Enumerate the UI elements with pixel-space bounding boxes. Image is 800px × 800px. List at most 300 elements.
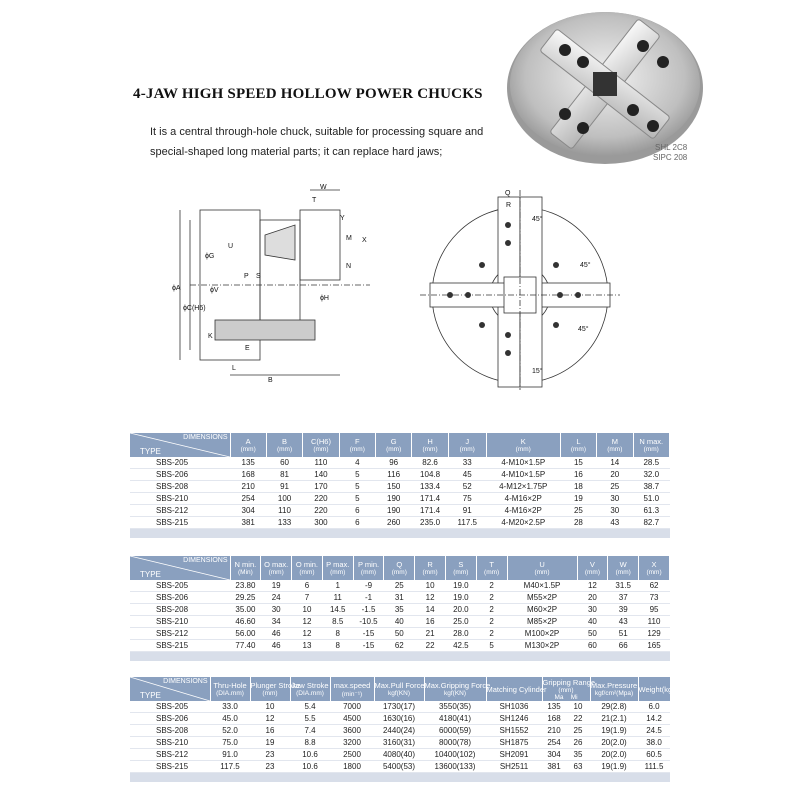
table-row	[130, 604, 670, 616]
label-m: M	[346, 235, 352, 242]
label-45-b: 45°	[580, 262, 591, 269]
table-cell: 34	[261, 616, 292, 628]
footer-cell	[384, 652, 415, 662]
model-cell: SBS-210	[130, 493, 230, 505]
column-header-unit: (mm)	[570, 446, 587, 453]
table-cell: 42.5	[445, 640, 476, 652]
column-header-label: J	[465, 437, 470, 446]
label-k: K	[208, 333, 213, 340]
column-header-unit: (mm)	[607, 446, 623, 453]
model-cell: SBS-205	[130, 457, 230, 469]
table-cell: 10.6	[290, 761, 330, 773]
column-header-label: Max.Pull Force	[374, 681, 425, 690]
column-header-label: U	[539, 560, 545, 569]
table-cell: 29(2.8)	[590, 701, 638, 713]
corner-type-label: TYPE	[140, 447, 161, 456]
table-cell: 135	[230, 457, 266, 469]
table-cell: 8.8	[290, 737, 330, 749]
column-header-label: N min.	[234, 560, 257, 569]
column-header-unit: (mm)	[391, 569, 407, 576]
table-cell: 32.0	[633, 469, 670, 481]
column-header-unit: (mm)	[360, 569, 377, 576]
column-header-unit: (DIA.mm)	[216, 690, 244, 697]
table-cell: 3600	[330, 725, 374, 737]
column-header-unit: (mm)	[453, 569, 469, 576]
front-view-drawing	[420, 185, 630, 390]
footer-cell	[445, 652, 476, 662]
label-r: R	[506, 202, 512, 209]
column-header	[303, 433, 339, 457]
table-cell: 33	[448, 457, 486, 469]
table-cell: 2	[476, 604, 507, 616]
table-cell: 60	[266, 457, 302, 469]
column-header	[597, 433, 633, 457]
column-header	[542, 677, 596, 701]
footer-cell	[608, 652, 639, 662]
table-cell: 38.0	[638, 737, 670, 749]
table-cell: 1800	[330, 761, 374, 773]
column-header-unit: (mm)	[349, 446, 365, 453]
table-cell: 82.7	[633, 517, 670, 529]
column-header-label: Matching Cylinder	[486, 684, 547, 694]
table-cell: -1.5	[353, 604, 384, 616]
description-line-2: special-shaped long material parts; it can replace hard jaws;	[150, 146, 443, 158]
table-cell: 4-M12×1.75P	[486, 481, 560, 493]
table-cell: 168	[542, 713, 566, 725]
label-u: U	[228, 243, 234, 250]
table-cell: 25	[384, 580, 415, 592]
column-header	[412, 433, 448, 457]
table-cell: SH2091	[486, 749, 542, 761]
column-header-unit: (mm)	[240, 446, 256, 453]
model-cell: SBS-212	[130, 505, 230, 517]
table-cell: 111.5	[638, 761, 670, 773]
column-header-label: Gripping Range	[542, 677, 596, 687]
column-header-unit: (mm)	[584, 569, 600, 576]
spec-table-performance	[130, 677, 675, 782]
label-l: L	[232, 365, 236, 372]
model-cell: SBS-205	[130, 580, 230, 592]
table-cell: 73	[639, 592, 670, 604]
table-cell: 33.0	[210, 701, 250, 713]
column-header-label: P min.	[357, 560, 380, 569]
column-header-unit: (mm)	[643, 446, 659, 453]
table-cell: 381	[542, 761, 566, 773]
table-row	[130, 505, 670, 517]
spec-table-dimensions-1	[130, 433, 670, 538]
table-cell: 12	[292, 628, 323, 640]
table-cell: 6	[339, 505, 375, 517]
column-header-label: X	[651, 560, 657, 569]
column-header	[339, 433, 375, 457]
corner-dimensions-label: DIMENSIONS	[163, 678, 208, 685]
footer-cell	[230, 529, 266, 539]
column-header-label: T	[489, 560, 494, 569]
model-cell: SBS-215	[130, 761, 210, 773]
table-cell: 129	[639, 628, 670, 640]
table-cell: 254	[230, 493, 266, 505]
table-cell: 300	[303, 517, 339, 529]
corner-dimensions-label: DIMENSIONS	[183, 434, 228, 441]
column-header	[374, 677, 424, 701]
table-cell: 171.4	[412, 493, 448, 505]
table-cell: 117.5	[210, 761, 250, 773]
table-cell: 171.4	[412, 505, 448, 517]
table-cell: 38.7	[633, 481, 670, 493]
footer-cell	[210, 773, 250, 783]
photo-engraving-1: SHL 2C8	[655, 143, 688, 152]
column-header	[590, 677, 638, 701]
label-c: ϕC(H6)	[183, 305, 206, 312]
footer-cell	[290, 773, 330, 783]
table-cell: 26	[566, 737, 590, 749]
column-header	[250, 677, 301, 701]
table-cell: 19(1.9)	[590, 725, 638, 737]
table-cell: 52.0	[210, 725, 250, 737]
label-45-c: 45°	[578, 326, 589, 333]
column-header-unit: (mm)	[484, 569, 500, 576]
table-cell: 15	[560, 457, 596, 469]
column-header	[639, 556, 670, 580]
table-cell: -15	[353, 640, 384, 652]
footer-cell	[130, 529, 230, 539]
table-cell: 135	[542, 701, 566, 713]
table-cell: 4180(41)	[424, 713, 486, 725]
column-header-unit: (mm)	[422, 446, 438, 453]
footer-cell	[448, 529, 486, 539]
column-header-label: F	[355, 437, 360, 446]
label-y: Y	[340, 215, 345, 222]
table-cell: 254	[542, 737, 566, 749]
table-cell: 25	[597, 481, 633, 493]
table-cell: 19.0	[445, 592, 476, 604]
column-header-unit: (mm)	[262, 690, 278, 697]
label-g: ϕG	[205, 253, 215, 260]
column-header-label: A	[245, 437, 251, 446]
column-header-unit: (mm)	[422, 569, 438, 576]
label-x: X	[362, 237, 367, 244]
column-header-label: O max.	[264, 560, 289, 569]
table-cell: 51	[608, 628, 639, 640]
table-cell: M60×2P	[507, 604, 577, 616]
model-cell: SBS-215	[130, 640, 230, 652]
table-cell: 5.4	[290, 701, 330, 713]
footer-cell	[486, 773, 542, 783]
table-cell: 304	[542, 749, 566, 761]
table-cell: 12	[415, 592, 446, 604]
column-header	[292, 556, 323, 580]
table-cell: 14	[597, 457, 633, 469]
table-cell: 133.4	[412, 481, 448, 493]
footer-cell	[376, 529, 412, 539]
column-header	[376, 433, 412, 457]
table-cell: 7000	[330, 701, 374, 713]
footer-cell	[507, 652, 577, 662]
table-cell: 5	[476, 640, 507, 652]
column-header-label: Thru-Hole	[213, 681, 247, 690]
column-header	[507, 556, 577, 580]
label-e: E	[245, 345, 250, 352]
table-row	[130, 481, 670, 493]
table-cell: 50	[384, 628, 415, 640]
corner-dimensions-label: DIMENSIONS	[183, 557, 228, 564]
column-header-label: Max.Pressure	[590, 681, 638, 690]
table-row	[130, 493, 670, 505]
table-cell: 31.5	[608, 580, 639, 592]
column-header-unit: (mm)	[515, 446, 531, 453]
table-cell: 40	[577, 616, 608, 628]
table-cell: 12	[292, 616, 323, 628]
column-header	[266, 433, 302, 457]
table-cell: M55×2P	[507, 592, 577, 604]
table-cell: 35.00	[230, 604, 261, 616]
column-header	[577, 556, 608, 580]
footer-cell	[577, 652, 608, 662]
table-cell: 5400(53)	[374, 761, 424, 773]
table-cell: 8	[322, 640, 353, 652]
table-cell: 117.5	[448, 517, 486, 529]
column-header-label: S	[458, 560, 464, 569]
column-header	[486, 433, 560, 457]
column-header	[445, 556, 476, 580]
product-description	[150, 122, 490, 162]
table-cell: 7	[292, 592, 323, 604]
label-a: ϕA	[172, 285, 181, 292]
column-header-unit: (mm)	[268, 569, 284, 576]
footer-cell	[486, 529, 560, 539]
label-p: P	[244, 273, 249, 280]
table-cell: 20	[597, 469, 633, 481]
column-header-unit: (min⁻¹)	[341, 690, 363, 698]
table-cell: 10	[415, 580, 446, 592]
column-header	[230, 556, 261, 580]
gripping-range-sublabels	[543, 694, 590, 701]
table-row	[130, 713, 670, 725]
column-header-unit: kgf(KN)	[387, 690, 411, 697]
table-cell: 5.5	[290, 713, 330, 725]
table-cell: 28.0	[445, 628, 476, 640]
spec-table-dimensions-2	[130, 556, 670, 661]
table-cell: 13600(133)	[424, 761, 486, 773]
photo-engraving-2: SIPC 208	[653, 153, 688, 162]
table-footer-band	[130, 652, 670, 662]
model-cell: SBS-212	[130, 749, 210, 761]
table-cell: 110	[303, 457, 339, 469]
table-cell: 40	[384, 616, 415, 628]
label-b: B	[268, 377, 273, 384]
table-cell: 23	[250, 761, 290, 773]
table-cell: 3200	[330, 737, 374, 749]
column-header-label: L	[576, 437, 581, 446]
column-header	[210, 677, 250, 701]
model-cell: SBS-206	[130, 469, 230, 481]
footer-cell	[261, 652, 292, 662]
table-row	[130, 701, 670, 713]
table-cell: 4	[339, 457, 375, 469]
table-cell: M40×1.5P	[507, 580, 577, 592]
table-cell: 81	[266, 469, 302, 481]
table-cell: 25	[566, 725, 590, 737]
table-cell: 10.6	[290, 749, 330, 761]
table-cell: -10.5	[353, 616, 384, 628]
table-cell: 30	[577, 604, 608, 616]
footer-cell	[415, 652, 446, 662]
table-cell: 20.0	[445, 604, 476, 616]
table-cell: 8000(78)	[424, 737, 486, 749]
table-row	[130, 628, 670, 640]
label-s: S	[256, 273, 261, 280]
table-cell: 4-M10×1.5P	[486, 457, 560, 469]
column-header-unit: (mm)	[299, 569, 315, 576]
table-cell: M100×2P	[507, 628, 577, 640]
table-row	[130, 517, 670, 529]
gripping-min-label: Mi	[570, 693, 578, 701]
table-cell: 14.2	[638, 713, 670, 725]
table-cell: 11	[322, 592, 353, 604]
model-cell: SBS-208	[130, 481, 230, 493]
column-header-unit: (mm)	[330, 569, 346, 576]
table-cell: 96	[376, 457, 412, 469]
footer-cell	[130, 773, 210, 783]
footer-cell	[303, 529, 339, 539]
column-header-label: H	[427, 437, 433, 446]
table-cell: 19(1.9)	[590, 761, 638, 773]
table-cell: M85×2P	[507, 616, 577, 628]
side-section-drawing	[170, 180, 380, 385]
table-cell: 16	[415, 616, 446, 628]
column-header-unit: (mm)	[646, 569, 662, 576]
table-cell: 22	[566, 713, 590, 725]
column-header-label: N max.	[639, 437, 664, 446]
footer-cell	[597, 529, 633, 539]
column-header-label: O min.	[295, 560, 318, 569]
table-cell: 19	[261, 580, 292, 592]
footer-cell	[424, 773, 486, 783]
table-row	[130, 725, 670, 737]
table-row	[130, 592, 670, 604]
footer-cell	[412, 529, 448, 539]
column-header-unit: (mm)	[558, 686, 574, 694]
table-cell: 63	[566, 761, 590, 773]
model-cell: SBS-210	[130, 737, 210, 749]
table-cell: 100	[266, 493, 302, 505]
column-header	[230, 433, 266, 457]
table-cell: 24	[261, 592, 292, 604]
table-cell: 260	[376, 517, 412, 529]
column-header	[448, 433, 486, 457]
table-cell: 6	[339, 517, 375, 529]
table-cell: 4500	[330, 713, 374, 725]
table-cell: 2	[476, 592, 507, 604]
column-header-label: Q	[396, 560, 403, 569]
label-q: Q	[505, 190, 511, 197]
table-cell: 5	[339, 493, 375, 505]
column-header-unit: (mm)	[534, 569, 550, 576]
table-cell: 14.5	[322, 604, 353, 616]
table-header	[130, 556, 670, 580]
table-cell: 14	[415, 604, 446, 616]
column-header-unit: kgf(KN)	[443, 690, 467, 697]
column-header	[353, 556, 384, 580]
table-cell: 190	[376, 493, 412, 505]
footer-cell	[130, 652, 230, 662]
table-cell: 133	[266, 517, 302, 529]
chuck-photo	[505, 10, 705, 170]
table-cell: 2	[476, 628, 507, 640]
description-line-1: It is a central through-hole chuck, suitable for processing square and	[150, 126, 484, 138]
table-cell: 1730(17)	[374, 701, 424, 713]
model-cell: SBS-206	[130, 592, 230, 604]
table-cell: 10	[292, 604, 323, 616]
column-header-label: Plunger Stroke	[250, 681, 301, 690]
table-cell: 28	[560, 517, 596, 529]
table-cell: 31	[384, 592, 415, 604]
table-cell: 91.0	[210, 749, 250, 761]
table-cell: 4-M16×2P	[486, 505, 560, 517]
table-cell: 56.00	[230, 628, 261, 640]
table-cell: 30	[261, 604, 292, 616]
model-cell: SBS-205	[130, 701, 210, 713]
table-cell: 7.4	[290, 725, 330, 737]
label-n: N	[346, 263, 352, 270]
column-header-label: Weight(kg)	[638, 684, 675, 694]
column-header	[322, 556, 353, 580]
column-header-label: M	[611, 437, 618, 446]
table-cell: 66	[608, 640, 639, 652]
table-cell: 50	[577, 628, 608, 640]
table-cell: 75	[448, 493, 486, 505]
model-cell: SBS-212	[130, 628, 230, 640]
corner-type-label: TYPE	[140, 691, 161, 700]
table-cell: 3160(31)	[374, 737, 424, 749]
table-cell: 2	[476, 580, 507, 592]
table-footer-band	[130, 529, 670, 539]
table-cell: 1630(16)	[374, 713, 424, 725]
table-cell: 6000(59)	[424, 725, 486, 737]
table-cell: 2440(24)	[374, 725, 424, 737]
footer-cell	[339, 529, 375, 539]
table-cell: 30	[597, 505, 633, 517]
table-cell: 60.5	[638, 749, 670, 761]
model-cell: SBS-208	[130, 725, 210, 737]
table-cell: 12	[250, 713, 290, 725]
table-cell: 77.40	[230, 640, 261, 652]
table-cell: 2500	[330, 749, 374, 761]
footer-cell	[560, 529, 596, 539]
table-cell: 20	[577, 592, 608, 604]
table-cell: 60	[577, 640, 608, 652]
table-cell: SH2511	[486, 761, 542, 773]
column-header-label: B	[282, 437, 288, 446]
table-cell: 29.25	[230, 592, 261, 604]
table-cell: 170	[303, 481, 339, 493]
column-header	[633, 433, 670, 457]
table-cell: SH1246	[486, 713, 542, 725]
table-cell: 52	[448, 481, 486, 493]
table-cell: 2	[476, 616, 507, 628]
footer-cell	[322, 652, 353, 662]
table-cell: 75.0	[210, 737, 250, 749]
table-cell: -9	[353, 580, 384, 592]
table-cell: 19	[250, 737, 290, 749]
table-cell: 23.80	[230, 580, 261, 592]
dimensions-type-corner	[130, 556, 230, 580]
footer-cell	[476, 652, 507, 662]
table-cell: 46.60	[230, 616, 261, 628]
table-cell: 91	[448, 505, 486, 517]
table-cell: 10	[566, 701, 590, 713]
column-header	[290, 677, 330, 701]
